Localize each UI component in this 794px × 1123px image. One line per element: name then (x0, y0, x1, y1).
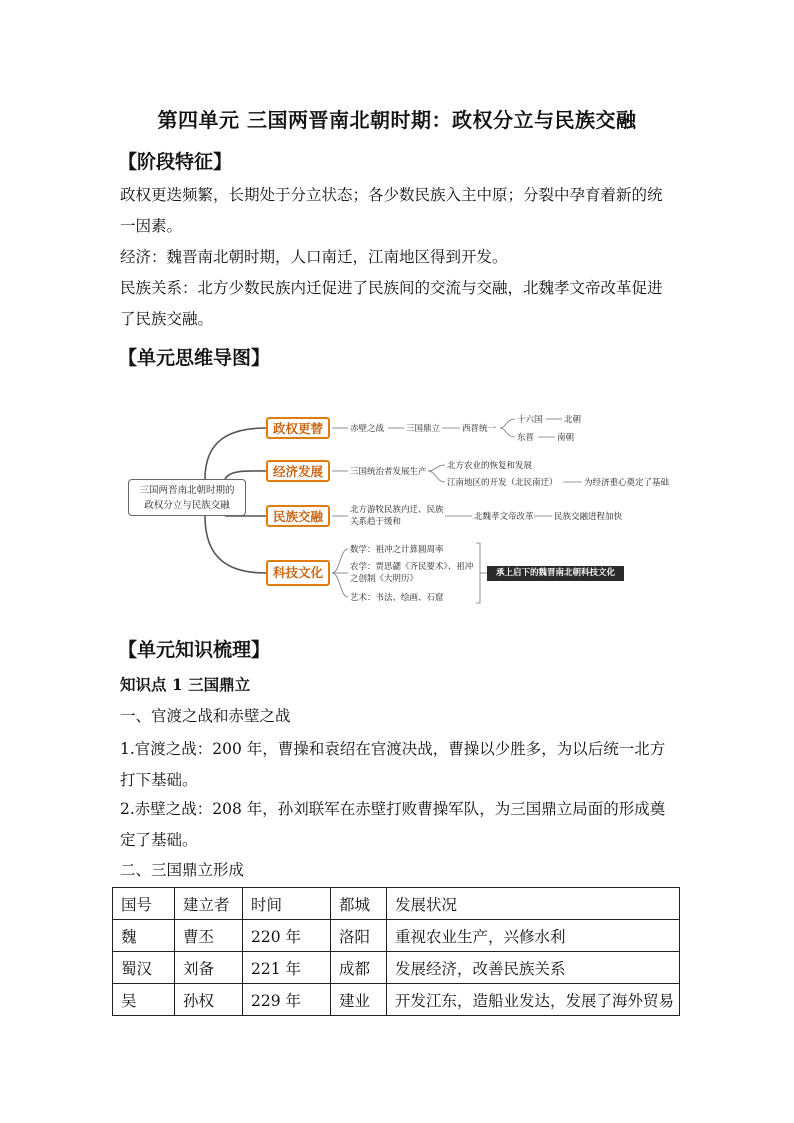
document-title: 第四单元 三国两晋南北朝时期：政权分立与民族交融 (157, 108, 637, 132)
item-chibi (120, 794, 680, 856)
node-migration: 北方游牧民族内迁、民族关系趋于缓和 (350, 505, 444, 527)
root-line: 三国两晋南北朝时期的 (139, 485, 235, 496)
table-cell: 开发江东，造船业发达，发展了海外贸易 (387, 984, 680, 1016)
node-jiangnan: 江南地区的开发（北民南迁） (447, 478, 558, 488)
node-xijin: 西晋统一 (462, 424, 497, 434)
knowledge-heading: 【单元知识梳理】 (118, 639, 271, 661)
section-title: 二、三国鼎立形成 (120, 861, 245, 879)
knowledge-point-title: 知识点 1 三国鼎立 (120, 675, 251, 694)
node-agri-book: 农学：贾思勰《齐民要术》、祖冲之创制《大明历》 (350, 562, 474, 584)
table-row (113, 984, 680, 1016)
table-cell: 221 年 (243, 952, 331, 984)
node-art: 艺术：书法、绘画、石窟 (350, 593, 444, 603)
branch-economy: 经济发展 (266, 460, 330, 482)
table-cell: 魏 (113, 920, 175, 952)
stage-features-heading: 【阶段特征】 (118, 151, 233, 173)
table-cell: 吴 (113, 984, 175, 1016)
root-to-economy-connector (225, 471, 266, 479)
table-cell: 229 年 (243, 984, 331, 1016)
root-to-science-connector (205, 516, 266, 573)
table-header-cell: 都城 (331, 888, 387, 920)
three-kingdoms-table (112, 887, 680, 1016)
table-cell: 刘备 (175, 952, 243, 984)
node-process: 民族交融进程加快 (554, 512, 623, 522)
node-sanguo: 三国鼎立 (406, 424, 441, 434)
branch-ethnic: 民族交融 (266, 505, 330, 527)
table-header-cell: 建立者 (175, 888, 243, 920)
node-nanchao: 南朝 (557, 433, 575, 443)
branch-science: 科技文化 (266, 560, 330, 586)
node-sanguo-rule: 三国统治者发展生产 (350, 467, 427, 477)
table-cell: 220 年 (243, 920, 331, 952)
table-cell: 曹丕 (175, 920, 243, 952)
table-cell: 发展经济，改善民族关系 (387, 952, 680, 984)
table-header-cell: 发展状况 (387, 888, 680, 920)
table-row (113, 952, 680, 984)
item-line: 2.赤壁之战：208 年，孙刘联军在赤壁打败曹操军队，为三国鼎立局面的形成奠 (120, 800, 666, 818)
node-econ-center: 为经济重心奠定了基础 (584, 478, 670, 488)
table-cell: 孙权 (175, 984, 243, 1016)
table-cell: 建业 (331, 984, 387, 1016)
node-math: 数学：祖冲之计算圆周率 (350, 545, 444, 555)
table-cell: 蜀汉 (113, 952, 175, 984)
branch-politics: 政权更替 (266, 417, 330, 439)
mind-map-heading: 【单元思维导图】 (118, 347, 271, 369)
summary-label: 承上启下的魏晋南北朝科技文化 (487, 566, 624, 581)
node-chibi: 赤壁之战 (350, 424, 385, 434)
mind-map-root (128, 479, 246, 516)
table-cell: 重视农业生产，兴修水利 (387, 920, 680, 952)
table-header-cell: 时间 (243, 888, 331, 920)
node-beichao: 北朝 (564, 415, 582, 425)
table-cell: 成都 (331, 952, 387, 984)
item-guandu (120, 734, 680, 796)
item-line: 定了基础。 (120, 831, 198, 849)
table-header-row (113, 888, 680, 920)
node-shiliuguo: 十六国 (517, 415, 543, 425)
stage-line: 政权更迭频繁，长期处于分立状态；各少数民族入主中原；分裂中孕育着新的统 (120, 186, 663, 204)
table-cell: 洛阳 (331, 920, 387, 952)
node-dongjin: 东晋 (517, 433, 535, 443)
table-row (113, 920, 680, 952)
stage-line: 一因素。 (120, 217, 183, 235)
root-line: 政权分立与民族交融 (144, 500, 230, 511)
section-title: 一、官渡之战和赤壁之战 (120, 707, 291, 725)
node-north-agri: 北方农业的恢复和发展 (447, 461, 533, 471)
stage-line: 了民族交融。 (120, 310, 214, 328)
item-line: 打下基础。 (120, 771, 198, 789)
node-xiaowen: 北魏孝文帝改革 (474, 512, 534, 522)
item-line: 1.官渡之战：200 年，曹操和袁绍在官渡决战，曹操以少胜多，为以后统一北方 (120, 740, 666, 758)
stage-line: 经济：魏晋南北朝时期，人口南迁，江南地区得到开发。 (120, 248, 508, 266)
stage-line: 民族关系：北方少数民族内迁促进了民族间的交流与交融，北魏孝文帝改革促进 (120, 279, 663, 297)
table-header-cell: 国号 (113, 888, 175, 920)
